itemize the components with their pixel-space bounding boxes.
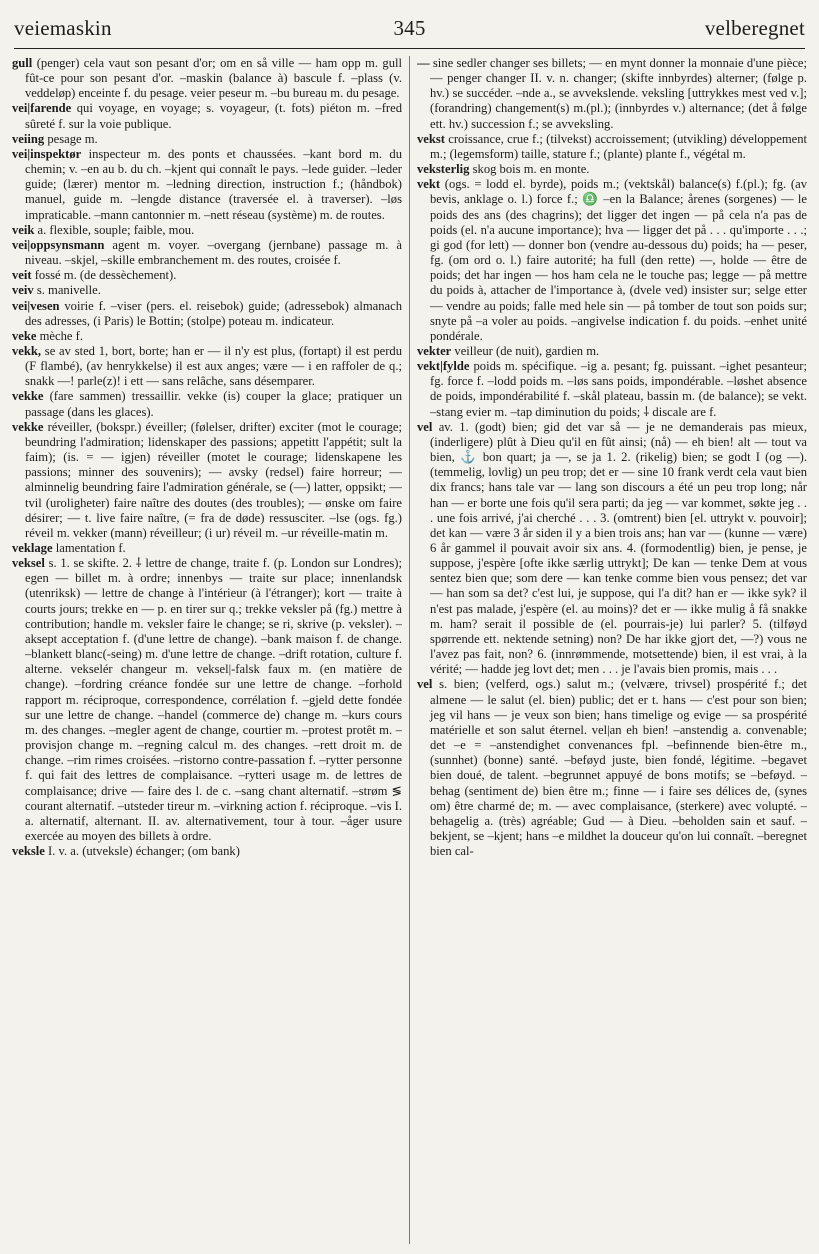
dictionary-entry: vei|vesen voirie f. –viser (pers. el. reisebok) guide; (adressebok) almanach des adresses, (i Paris) le Bottin; (stolpe) poteau m. indicateur. bbox=[12, 298, 402, 328]
dictionary-entry: veit fossé m. (de dessèchement). bbox=[12, 268, 177, 283]
dictionary-entry: vel av. 1. (godt) bien; gid det var så — je ne demanderais pas mieux, (inderligere) plût à Dieu qu'il en fût ainsi; (nå) — eh bien! alt — tout va bien, ⚓ bon quart; ja —, se ja 1. 2. (rikelig) bien; se godt I (og —). (temmelig, lovlig) un peu trop; det er — sine 10 frank verdt cela vaut bien dix francs; hans tale var — lang son discours a été un peu trop long; når han — er borte une fois qu'il sera parti; da jeg — var kommet, søkte jeg . . . une fois arrivé, j'ai cherché . . . 3. (omtrent) bien [el. uttrykt v. pouvoir]; det kan — være 3 år siden il y a bien trois ans; han var — (kunne — være) 6 år gammel il pouvait avoir six ans. 4. (formodentlig) bien, je pense, je suppose, j'espère [ofte ikke særlig uttrykt]; De kan — tenke Dem at vous sentez bien que; som dere — kan tenke comme bien vous pensez; det var — han som sa det? c'est lui, je suppose, qui l'a dit? han er — ikke syk? il n'est pas malade, j'espère (el. au moins)? det er — ikke mulig å få snakke m. ham? serait il possible de (el. pourrais-je) lui parler? 5. (tilføyd spørrende ett. nektende setning) non? De har ikke gjort det, —?) vous ne l'avez pas fait, non? 6. (innrømmende, motsettende) bien, il est vrai, à la vérité; — hadde jeg lovt det; men . . . je l'avais bien promis, mais . . . bbox=[417, 419, 807, 677]
dictionary-entry: veksterlig skog bois m. en monte. bbox=[417, 162, 590, 177]
dictionary-entry: veklage lamentation f. bbox=[12, 541, 126, 555]
left-guide-word: veiemaskin bbox=[14, 16, 112, 40]
dictionary-entry: vei|oppsynsmann agent m. voyer. –overgang (jernbane) passage m. à niveau. –skjel, –skille embranchement m. des routes, croisée f. bbox=[12, 237, 402, 268]
page-header bbox=[14, 14, 805, 49]
dictionary-entry: vekk, se av sted 1, bort, borte; han er — il n'y est plus, (fortapt) il est perdu (F flambé), (av henrykkelse) il est aux anges; være — i en raffoler de q.; snakk —! parle(z)! i ett — sans relâche, sans désemparer. bbox=[12, 343, 402, 389]
dictionary-entry: veiv s. manivelle. bbox=[12, 283, 101, 298]
dictionary-entry: vekter veilleur (de nuit), gardien m. bbox=[417, 343, 600, 358]
dictionary-entry: veke mèche f. bbox=[12, 328, 83, 343]
dictionary-entry: veksle I. v. a. (utveksle) échanger; (om bank) bbox=[12, 844, 240, 859]
dictionary-entry: vekt (ogs. = lodd el. byrde), poids m.; (vektskål) balance(s) f.(pl.); fg. (av bevis, anklage o. l.) force f.; ♎ –en la Balance; årenes (sorgenes) — le poids des ans (des chagrins); det ligger det ingen — på cela n'a pas de poids (el. n'a aucune importance); hva — ligger det på . . . qu'importe . . .; gi god (for lett) — donner bon (vendre au-dessous du) poids; ha — peser, fg. (om ord o. l.) faire autorité; ha full (den rette) —, holde — être de poids; det har ingen — hos ham cela ne le touche pas; legge — på mettre du poids à, attacher de l'importance à, (dvele ved) insister sur; selge etter — vendre au poids; falle med hele sin — på tomber de tout son poids sur; snyte på –a voler au poids. –angivelse indication f. du poids. –enhet unité pondérale. bbox=[417, 177, 807, 343]
dictionary-entry: veik a. flexible, souple; faible, mou. bbox=[12, 222, 195, 237]
dictionary-entry: veiing pesage m. bbox=[12, 131, 98, 146]
dictionary-entry: vel s. bien; (velferd, ogs.) salut m.; (velvære, trivsel) prospérité f.; det almene — le salut (el. bien) public; det er t. hans — c'est pour son bien; jeg vil hans — je veux son bien; hans timelige og evige — sa prospérité matérielle et son salut éternel. vel|an eh bien! –anstendig a. convenable; det –e = –anstendighet convenances fpl. –befinnende bien-être m., (sunnhet) (bonne) santé. –beføyd juste, bien fondé, légitime. –begavet bien doué, de talent. –begrunnet appuyé de bons motifs; se –beføyd. –behag (sentiment de) bien être m.; finne — i faire ses délices de, (synes om) être charmé de; m. — avec complaisance, (sterkere) avec volupté. –behagelig a. (très) agréable; Gud — à Dieu. –beholden sain et sauf. –bekjent, se –kjent; hans –e mildhet la douceur qu'on lui connaît. –beregnet bien cal- bbox=[417, 677, 807, 859]
dictionary-entry: — sine sedler changer ses billets; — en mynt donner la monnaie d'une pièce; — penger changer II. v. n. changer; (skifte innbyrdes) alterner; (følge p. hv.) se succéder. –nde a., se avvekslende. veksling [uttrykkes mest ved v.]; (forandring) changement(s) m.(pl.); (innbyrdes v.) alternance; (det å følge ett. hv.) succession f.; se avveksling. bbox=[417, 56, 807, 131]
right-column bbox=[417, 56, 807, 1248]
dictionary-entry: vekt|fylde poids m. spécifique. –ig a. pesant; fg. puissant. –ighet pesanteur; fg. force f. –lodd poids m. –løs sans poids, impondérable. –løshet absence de poids, impondérabilité f. –skål plateau, bassin m. (de balance); se vekt. –stang evier m. –tap diminution du poids; ⸸ discale are f. bbox=[417, 359, 807, 419]
right-guide-word: velberegnet bbox=[704, 16, 805, 40]
page-number: 345 bbox=[393, 16, 426, 40]
dictionary-entry: vekke (fare sammen) tressaillir. vekke (is) couper la glace; pratiquer un passage (dans les glaces). bbox=[12, 389, 402, 419]
dictionary-entry: gull (penger) cela vaut son pesant d'or; om en så ville — ham opp m. gull fût-ce pour son pesant d'or. –maskin (balance à) bascule f. –plass (v. veddeløp) enceinte f. du pesage. veier peseur m. –bu bureau m. du pesage. bbox=[12, 56, 402, 101]
column-divider bbox=[409, 56, 410, 1244]
dictionary-entry: vei|farende qui voyage, en voyage; s. voyageur, (t. fots) piéton m. –fred sûreté f. sur la voie publique. bbox=[12, 101, 402, 131]
dictionary-entry: vekst croissance, crue f.; (tilvekst) accroissement; (utvikling) développement m.; (legemsform) taille, stature f.; (plante) plante f., végétal m. bbox=[417, 131, 807, 161]
dictionary-entry: vei|inspektør inspecteur m. des ponts et chaussées. –kant bord m. du chemin; v. –en au b. du ch. –kjent qui connaît le pays. –lede guider. –leder guide; (lærer) mentor m. –ledning direction, instruction f.; (håndbok) manuel, guide m. –lengde distance (traversée el. à traverser). –løs impraticable. –mann cantonnier m. –nett réseau (système) m. de routes. bbox=[12, 146, 402, 222]
dictionary-entry: vekke réveiller, (bokspr.) éveiller; (følelser, drifter) exciter (mot le courage; beundring l'admiration; lidenskaper des passions; appetitt l'appétit; sult la faim); (is. = — igjen) réveiller (motet le courage; lidenskapene les passions; minner des souvenirs); — avsky (redsel) faire horreur; — alminnelig beundring faire l'admiration générale, se (—) latter, oppsikt; — tvil (uroligheter) faire naître des doutes (des troubles); — ønske om faire désirer; — t. live faire naître, (= fra de døde) ressusciter. –lse (ogs. fg.) réveil m. vekker (mann) réveilleur; (i ur) réveil m. –ur réveille-matin m. bbox=[12, 419, 402, 540]
left-column bbox=[12, 56, 402, 1248]
dictionary-entry: veksel s. 1. se skifte. 2. ⸸ lettre de change, traite f. (p. London sur Londres); egen — billet m. à ordre; innenbys — traite sur place; innenlandsk (utenriksk) — lettre de change à l'intérieur (à l'étranger); kort — traite à courts jours; trekke en — p. en tirer sur q.; trekke veksler på (fg.) mettre à contribution; handle m. veksler faire le change; se ri, skrive (p. veksler). –aksept acceptation f. (d'une lettre de change). –bank maison f. de change. –blankett blanc(-seing) m. d'une lettre de change. –drift rotation, culture f. alterne. vekselér changeur m. veksel|-falsk faux m. (en matière de change). –fordring créance fondée sur une lettre de change. –forhold rapport m. réciproque, correspondence, corrélation f. –gjeld dette fondée sur une lettre de change. –handel (commerce de) change m. –kurs cours m. des changes. –megler agent de change, courtier m. –protest protêt m. –provisjon change m. –regning calcul m. des changes. –rett droit m. de change. –rim rimes croisées. –ristorno contre-passation f. –rytter personne f. qui fait des lettres de complaisance. –rytteri usage m. de lettres de complaisance; drive — faire des l. de c. –sang chant alternatif. –strøm ≶ courant alternatif. –utsteder tireur m. –virkning action f. réciproque. –vis I. a. alternatif, alternant. II. av. alternativement, tour à tour. –åger usure exercée au moyen des billets à ordre. bbox=[12, 556, 402, 843]
